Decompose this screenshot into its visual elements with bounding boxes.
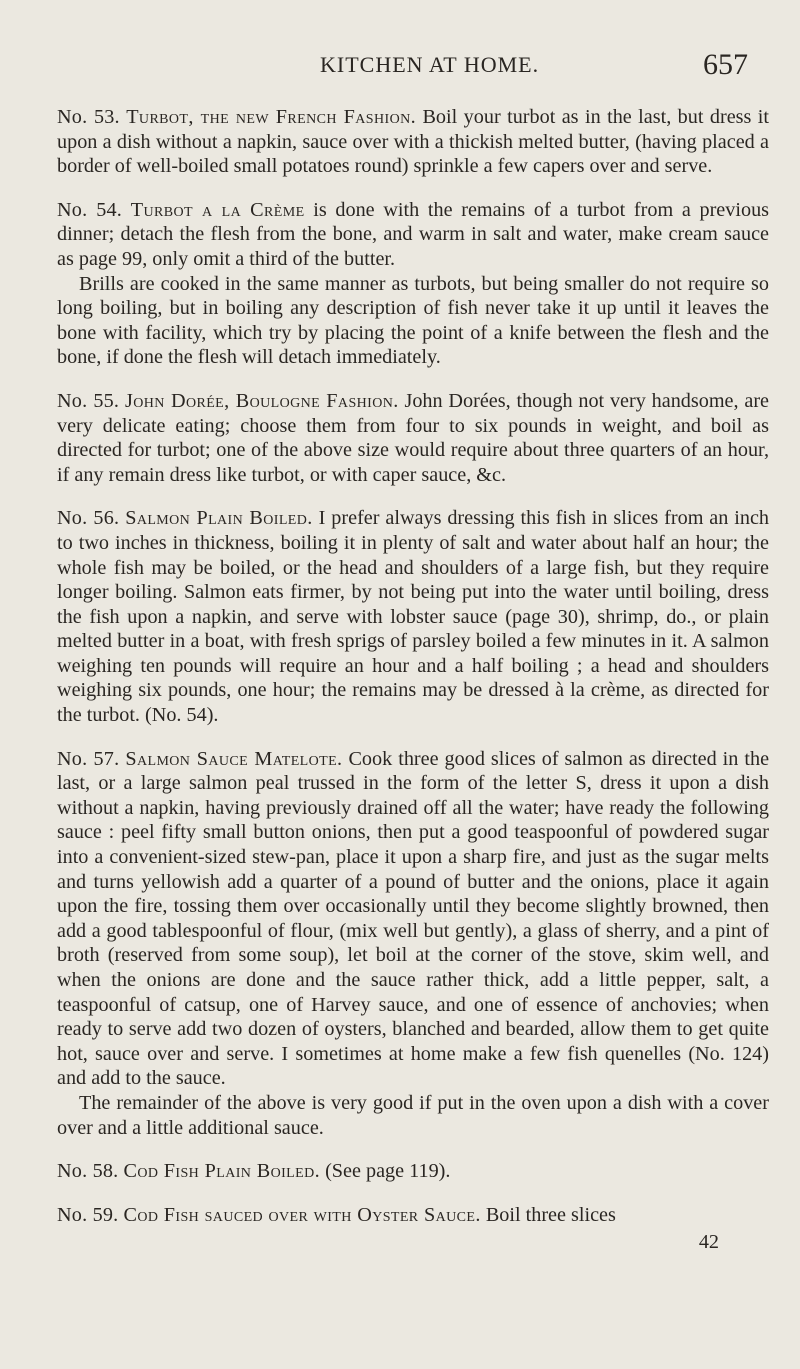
recipe-body: Boil your turbot as in the last, but dress it upon a dish without a napkin, sauce over with a thickish melted butter, (having placed a border of well-boiled small potatoes round) sprinkle a few capers over and serve.: [57, 106, 770, 178]
recipe-number: No. 56.: [57, 507, 120, 530]
recipe-text: [57, 105, 769, 1255]
recipe-entry-53: [57, 105, 769, 179]
recipe-paragraph: [57, 198, 769, 272]
recipe-paragraph: [57, 1203, 769, 1228]
recipe-paragraph: [57, 105, 769, 179]
recipe-body: is done with the remains of a turbot from a previous dinner; detach the flesh from the bone, and warm in salt and water, make cream sauce as page 99, only omit a third of the butter.: [57, 198, 770, 270]
recipe-heading: Turbot, the new French Fashion.: [126, 106, 417, 128]
recipe-number: No. 58.: [57, 1160, 119, 1183]
recipe-entry-54: [57, 198, 769, 370]
recipe-heading: Turbot a la Crème: [130, 198, 305, 221]
running-head: KITCHEN AT HOME.: [320, 52, 540, 77]
recipe-number: No. 53.: [57, 106, 120, 128]
recipe-entry-57: [57, 747, 769, 1141]
recipe-paragraph: [57, 506, 769, 727]
recipe-number: No. 54.: [57, 198, 123, 221]
recipe-paragraph: Brills are cooked in the same manner as turbots, but being smaller do not require so long boiling, but in boiling any description of fish never take it up until it leaves the bone with facility, which try by placing the point of a knife between the flesh and the bone, if done the flesh will detach immediately.: [57, 272, 769, 369]
recipe-paragraph: [57, 1159, 769, 1184]
recipe-number: No. 59.: [57, 1203, 119, 1226]
recipe-entry-58: [57, 1159, 769, 1184]
recipe-body: John Dorées, though not very handsome, are very delicate eating; choose them from four to six pounds in weight, and boil as directed for turbot; one of the above size would require about three quarters of an hour, if any remain dress like turbot, or with caper sauce, &c.: [57, 389, 769, 486]
signature-mark-row: [57, 1230, 769, 1255]
recipe-body: (See page 119).: [325, 1160, 451, 1183]
recipe-heading: Cod Fish Plain Boiled.: [123, 1160, 321, 1183]
page-header: [0, 48, 800, 82]
recipe-entry-56: [57, 506, 769, 727]
signature-mark: 42: [698, 1231, 719, 1254]
recipe-entry-55: [57, 389, 769, 487]
page-number: 657: [703, 48, 748, 81]
recipe-number: No. 55.: [57, 389, 120, 412]
recipe-heading: Salmon Sauce Matelote.: [125, 747, 343, 770]
recipe-heading: John Dorée, Boulogne Fashion.: [124, 389, 399, 412]
recipe-number: No. 57.: [57, 747, 120, 770]
recipe-heading: Salmon Plain Boiled.: [125, 507, 313, 530]
recipe-paragraph: [57, 747, 769, 1091]
recipe-body: Boil three slices: [485, 1203, 616, 1226]
recipe-paragraph: The remainder of the above is very good if put in the oven upon a dish with a cover over and a little additional sauce.: [57, 1091, 769, 1139]
recipe-heading: Cod Fish sauced over with Oyster Sauce.: [123, 1203, 481, 1226]
recipe-body: Cook three good slices of salmon as directed in the last, or a large salmon peal trussed in the form of the letter S, dress it upon a dish without a napkin, having previously drained off all the water; have ready the following sauce : peel fifty small button onions, then put a good teaspoonful of powdered sugar into a convenient-sized stew-pan, place it upon a sharp fire, and just as the sugar melts and turns yellowish add a quarter of a pound of butter and the onions, place it again upon the fire, tossing them over occasionally until they become slightly browned, then add a good tablespoonful of flour, (mix well but gently), a glass of sherry, and a pint of broth (reserved from some soup), let boil at the corner of the stove, skim well, and when the onions are done and the sauce rather thick, add a little pepper, salt, a teaspoonful of catsup, one of Harvey sauce, and one of essence of anchovies; when ready to serve add two dozen of oysters, blanched and bearded, allow them to get quite hot, sauce over and serve. I sometimes at home make a few fish quenelles (No. 124) and add to the sauce.: [57, 747, 770, 1090]
recipe-body: I prefer always dressing this fish in slices from an inch to two inches in thickness, boiling it in plenty of salt and water about half an hour; the whole fish may be boiled, or the head and shoulders of a large fish, but they require longer boiling. Salmon eats firmer, by not being put into the water until boiling, dress the fish upon a napkin, and serve with lobster sauce (page 30), shrimp, do., or plain melted butter in a boat, with fresh sprigs of parsley boiled a few minutes in it. A salmon weighing ten pounds will require an hour and a half boiling ; a head and shoulders weighing six pounds, one hour; the remains may be dressed à la crème, as directed for the turbot. (No. 54).: [57, 507, 770, 727]
recipe-entry-59: [57, 1203, 769, 1228]
recipe-paragraph: [57, 389, 769, 487]
